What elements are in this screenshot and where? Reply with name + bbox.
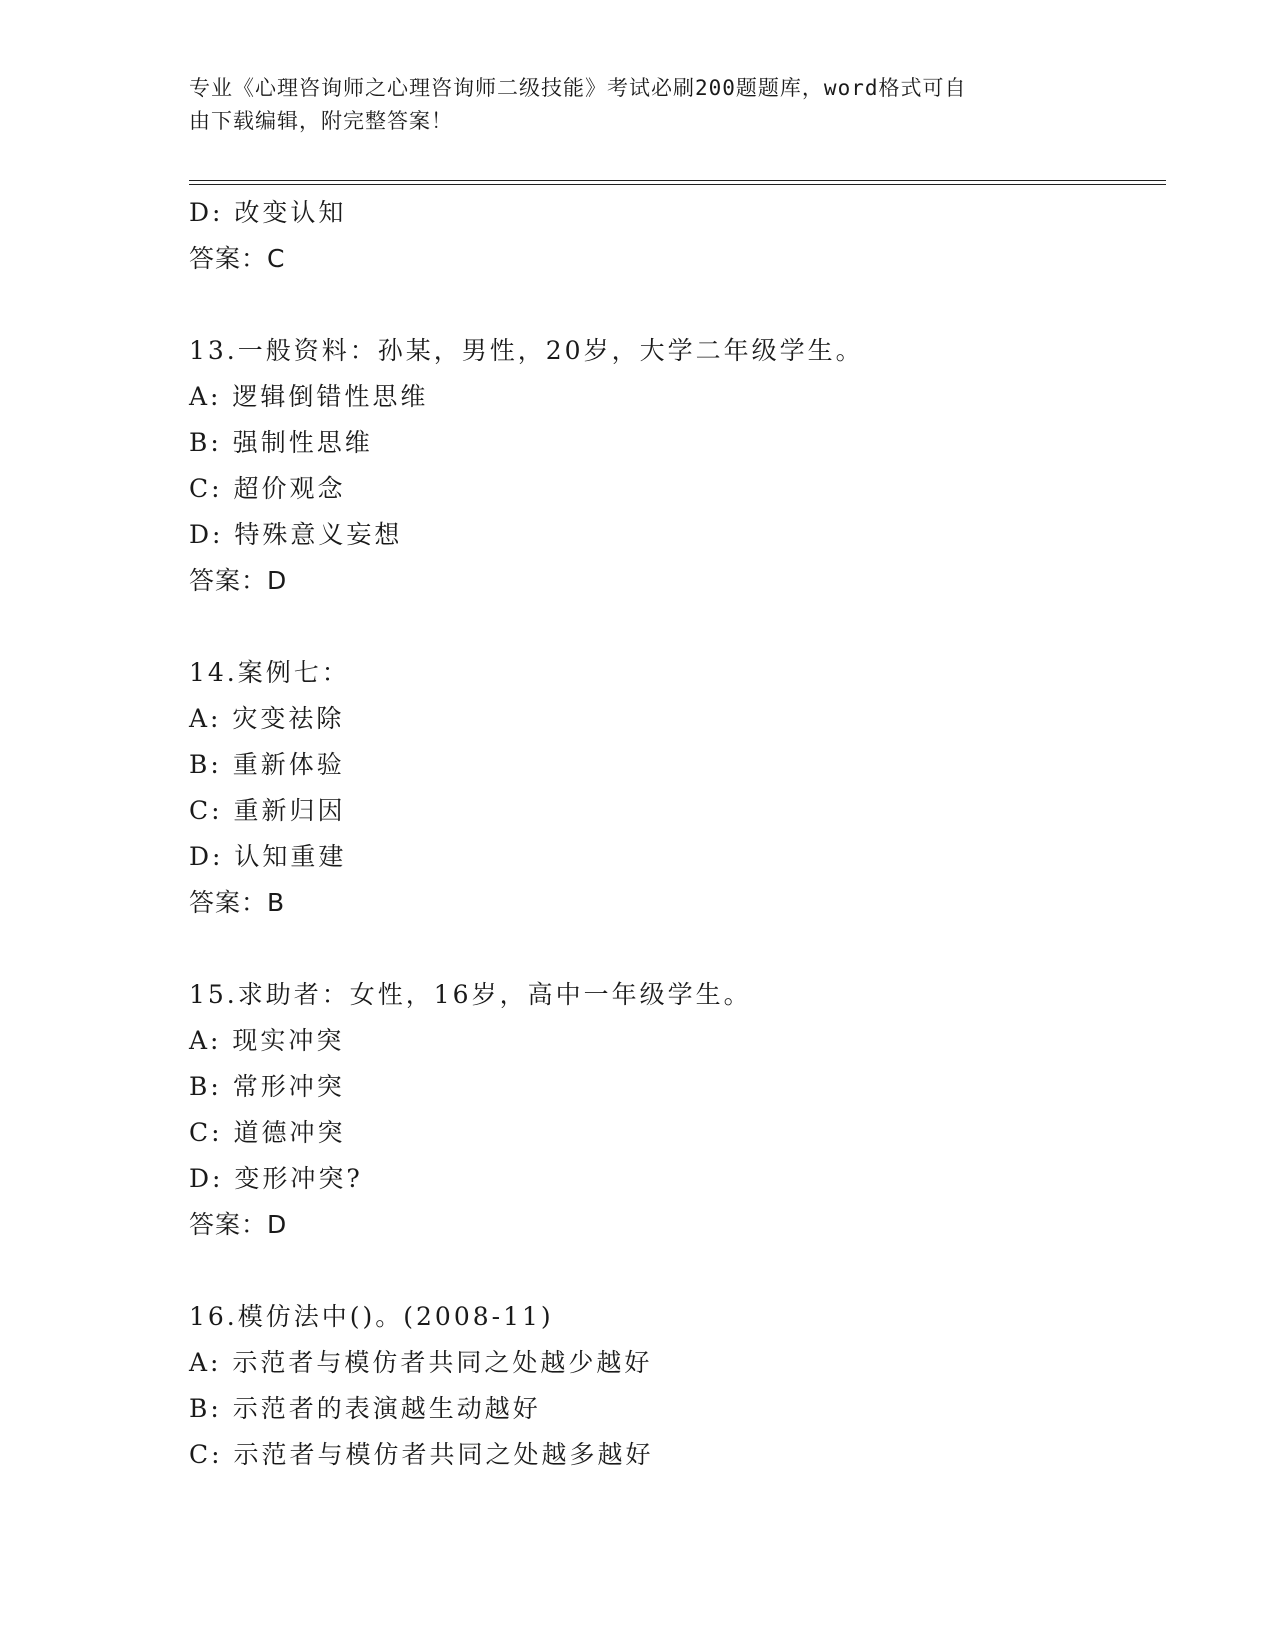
option-a: A: 示范者与模仿者共同之处越少越好 [189, 1348, 653, 1377]
question-13 [189, 328, 1169, 604]
question-list [189, 190, 1169, 1478]
prev-answer: 答案：C [189, 244, 286, 273]
header-line-1: 专业《心理咨询师之心理咨询师二级技能》考试必刷200题题库，word格式可自 [189, 76, 967, 100]
option-a: A: 灾变祛除 [189, 704, 345, 733]
option-c: C: 道德冲突 [189, 1118, 346, 1147]
document-header [189, 72, 1069, 138]
option-b: B: 示范者的表演越生动越好 [189, 1394, 541, 1423]
option-b: B: 重新体验 [189, 750, 345, 779]
option-d: D: 变形冲突? [189, 1164, 363, 1193]
question-stem: 14.案例七： [189, 658, 350, 687]
option-b: B: 常形冲突 [189, 1072, 345, 1101]
option-c: C: 超价观念 [189, 474, 346, 503]
spacer [189, 604, 1169, 650]
answer: 答案：D [189, 566, 288, 595]
option-d: D: 特殊意义妄想 [189, 520, 403, 549]
question-stem: 15.求助者：女性，16岁，高中一年级学生。 [189, 980, 752, 1009]
question-14 [189, 650, 1169, 926]
question-stem: 13.一般资料：孙某，男性，20岁，大学二年级学生。 [189, 336, 864, 365]
option-c: C: 示范者与模仿者共同之处越多越好 [189, 1440, 654, 1469]
option-c: C: 重新归因 [189, 796, 346, 825]
spacer [189, 926, 1169, 972]
header-line-2: 由下载编辑，附完整答案！ [189, 109, 453, 133]
option-a: A: 逻辑倒错性思维 [189, 382, 429, 411]
header-divider [189, 180, 1166, 185]
option-b: B: 强制性思维 [189, 428, 373, 457]
answer: 答案：D [189, 1210, 288, 1239]
prev-option-d: D: 改变认知 [189, 198, 347, 227]
question-15 [189, 972, 1169, 1248]
spacer [189, 1248, 1169, 1294]
spacer [189, 282, 1169, 328]
option-a: A: 现实冲突 [189, 1026, 345, 1055]
option-d: D: 认知重建 [189, 842, 347, 871]
question-stem: 16.模仿法中()。(2008-11) [189, 1302, 554, 1331]
answer: 答案：B [189, 888, 286, 917]
question-16 [189, 1294, 1169, 1478]
